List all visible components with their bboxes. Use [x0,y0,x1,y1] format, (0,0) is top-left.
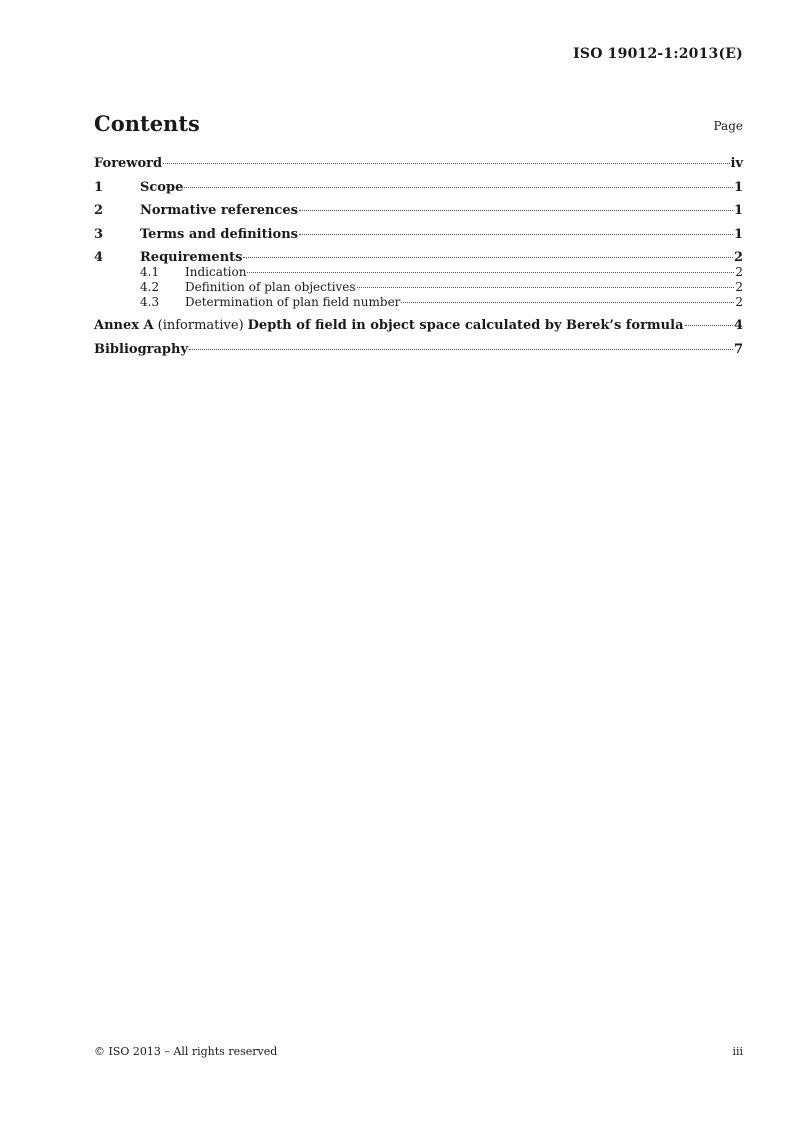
toc-entry-page: 1 [733,203,743,219]
page-number: iii [732,1045,743,1058]
toc-subentry-number: 4.3 [140,294,160,309]
toc-subentry-indication[interactable] [94,265,743,280]
toc-entry-page: iv [730,156,743,171]
toc-subentry-number: 4.1 [140,265,160,280]
dot-leader [163,163,729,164]
dot-leader [189,349,733,350]
page-column-label: Page [713,119,743,133]
toc-subentry-page: 2 [735,265,743,280]
toc-entry-number: 4 [94,250,104,266]
annex-title: Depth of field in object space calculated by Berek’s formula [247,318,684,334]
dot-leader [247,272,734,273]
annex-kind: (informative) [157,318,244,334]
contents-title: Contents [94,111,200,136]
toc-subentry-label: Determination of plan field number [185,294,401,309]
toc-entry-label: Terms and definitions [140,226,298,242]
dot-leader [357,287,735,288]
document-id: ISO 19012-1:2013(E) [573,46,743,62]
dot-leader [685,325,733,326]
toc-entry-page: 4 [733,318,743,334]
dot-leader [243,257,732,258]
dot-leader [299,234,733,235]
toc-subentry-definition-of-plan-objectives[interactable] [94,280,743,295]
toc-entry-label: Bibliography [94,341,189,357]
toc-entry-label: Scope [140,179,184,195]
toc-entry-normative-references[interactable] [94,203,743,218]
toc-entry-terms-and-definitions[interactable] [94,227,743,242]
toc-entry-bibliography[interactable] [94,342,743,357]
toc-entry-label: Requirements [140,250,243,266]
page-footer [94,1045,743,1058]
table-of-contents [94,156,743,365]
toc-entry-label: Foreword [94,156,163,171]
toc-subentry-label: Definition of plan objectives [185,280,356,295]
toc-entry-label: Normative references [140,203,298,219]
toc-entry-number: 2 [94,203,104,219]
toc-entry-annex-a[interactable] [94,318,743,333]
annex-label: Annex A [94,318,154,334]
toc-entry-page: 1 [733,179,743,195]
toc-entry-page: 1 [733,226,743,242]
dot-leader [401,302,734,303]
toc-subentry-page: 2 [735,294,743,309]
toc-entry-scope[interactable] [94,180,743,195]
toc-subentry-plan-field-number[interactable] [94,295,743,310]
dot-leader [184,187,733,188]
toc-entry-page: 7 [733,341,743,357]
dot-leader [299,210,733,211]
toc-entry-requirements[interactable] [94,250,743,265]
toc-entry-page: 2 [733,250,743,266]
toc-entry-number: 1 [94,179,104,195]
toc-entry-foreword[interactable] [94,156,743,171]
toc-entry-number: 3 [94,226,104,242]
copyright-notice: © ISO 2013 – All rights reserved [94,1045,278,1058]
toc-subentry-label: Indication [185,265,247,280]
toc-subentry-number: 4.2 [140,280,160,295]
toc-subentry-page: 2 [735,280,743,295]
